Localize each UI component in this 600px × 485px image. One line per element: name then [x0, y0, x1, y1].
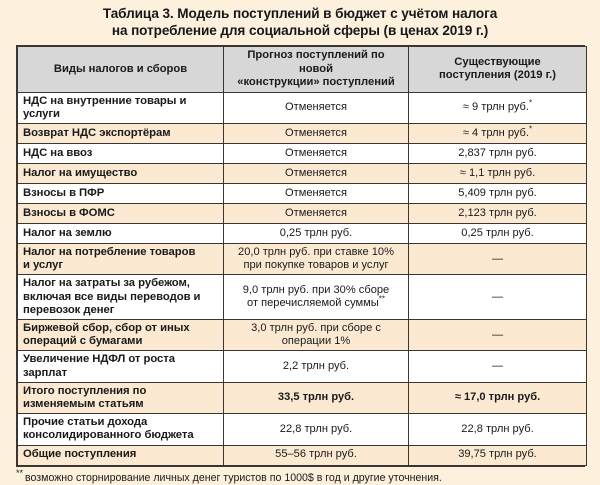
table-row: [18, 275, 587, 320]
row-forecast: 0,25 трлн руб.: [224, 223, 409, 243]
table-row: [18, 414, 587, 445]
row-existing: 2,123 трлн руб.: [409, 203, 587, 223]
model-table-container: [16, 45, 585, 467]
row-existing: —: [409, 243, 587, 274]
row-existing: ≈ 17,0 трлн руб.: [409, 382, 587, 413]
header-tax-types: Виды налогов и сборов: [18, 47, 224, 93]
table-row: [18, 143, 587, 163]
row-forecast: Отменяется: [224, 92, 409, 123]
table-body: [18, 92, 587, 465]
row-name-line-1: НДС на внутренние товары и: [23, 94, 187, 107]
row-forecast-line-1: 20,0 трлн руб. при ставке 10%: [238, 245, 394, 258]
header-row: [18, 47, 587, 93]
row-forecast: 33,5 трлн руб.: [224, 382, 409, 413]
row-name: Налог на имущество: [18, 163, 224, 183]
row-forecast: Отменяется: [224, 163, 409, 183]
row-forecast-line-2: операции 1%: [281, 335, 351, 348]
row-name: Взносы в ПФР: [18, 183, 224, 203]
row-name: Общие поступления: [18, 445, 224, 465]
footnote-marker: *: [529, 124, 533, 134]
footnote-text: возможно сторнирование личных денег туристов по 1000$ в год и другие уточнения.: [25, 471, 442, 484]
row-forecast: 55–56 трлн руб.: [224, 445, 409, 465]
row-existing: 39,75 трлн руб.: [409, 445, 587, 465]
row-name: [18, 243, 224, 274]
row-name: [18, 382, 224, 413]
header-existing-line-2: поступления (2019 г.): [439, 69, 556, 82]
row-forecast: Отменяется: [224, 143, 409, 163]
row-name: Налог на землю: [18, 223, 224, 243]
table-row: [18, 351, 587, 382]
table-row: [18, 223, 587, 243]
row-existing: 22,8 трлн руб.: [409, 414, 587, 445]
row-name-line-2: включая все виды переводов и: [23, 290, 201, 303]
table-row: [18, 445, 587, 465]
model-table: [17, 46, 587, 466]
header-forecast: [224, 47, 409, 93]
title-line-2: на потребление для социальной сферы (в ценах 2019 г.): [111, 23, 489, 38]
footnote-marker: *: [529, 98, 533, 108]
row-forecast-line-1: 3,0 трлн руб. при сборе с: [251, 321, 381, 334]
row-forecast: [224, 243, 409, 274]
row-existing: ≈ 1,1 трлн руб.: [409, 163, 587, 183]
row-name-line-2: консолидированного бюджета: [23, 429, 194, 442]
row-name: [18, 351, 224, 382]
row-name-line-1: Прочие статьи дохода: [23, 416, 148, 429]
row-name-line-1: Увеличение НДФЛ от роста: [23, 353, 176, 366]
row-existing-value: ≈ 9 трлн руб.: [462, 101, 529, 114]
table-row: [18, 92, 587, 123]
row-existing: [409, 92, 587, 123]
row-name-line-2: услуги: [23, 107, 60, 120]
table-row: [18, 243, 587, 274]
row-name-line-2: и услуг: [23, 259, 64, 272]
row-name-line-1: Биржевой сбор, сбор от иных: [23, 321, 190, 334]
table-header: [18, 47, 587, 93]
row-name-line-1: Налог на затраты за рубежом,: [23, 277, 190, 290]
row-name: Возврат НДС экспортёрам: [18, 123, 224, 143]
row-name: [18, 319, 224, 350]
header-existing: [409, 47, 587, 93]
row-name: НДС на ввоз: [18, 143, 224, 163]
row-name-line-2: изменяемым статьям: [23, 397, 144, 410]
row-name-line-1: Налог на потребление товаров: [23, 245, 196, 258]
row-existing: 0,25 трлн руб.: [409, 223, 587, 243]
table-row: [18, 163, 587, 183]
row-existing: —: [409, 275, 587, 320]
header-existing-line-1: Существующие: [454, 55, 541, 68]
row-forecast: Отменяется: [224, 183, 409, 203]
row-existing: —: [409, 319, 587, 350]
table-row: [18, 319, 587, 350]
row-name: [18, 414, 224, 445]
row-forecast: [224, 275, 409, 320]
row-name-line-2: операций с бумагами: [23, 335, 143, 348]
row-forecast: 22,8 трлн руб.: [224, 414, 409, 445]
row-name: [18, 92, 224, 123]
row-name-line-2: зарплат: [23, 366, 68, 379]
row-forecast: Отменяется: [224, 203, 409, 223]
table-row: [18, 123, 587, 143]
row-existing: 5,409 трлн руб.: [409, 183, 587, 203]
table-row: [18, 203, 587, 223]
table-row-total: [18, 382, 587, 413]
row-existing: —: [409, 351, 587, 382]
row-forecast-line-1: 9,0 трлн руб. при 30% сборе: [242, 283, 390, 296]
row-name-line-1: Итого поступления по: [23, 384, 147, 397]
footnote-marker: **: [16, 468, 24, 479]
row-name: [18, 275, 224, 320]
row-forecast-line-2: при покупке товаров и услуг: [243, 259, 389, 272]
title-line-1: Таблица 3. Модель поступлений в бюджет с учётом налога: [102, 6, 498, 21]
row-forecast: Отменяется: [224, 123, 409, 143]
row-existing-value: ≈ 4 трлн руб.: [462, 126, 529, 139]
row-existing: 2,837 трлн руб.: [409, 143, 587, 163]
header-forecast-line-1: Прогноз поступлений по новой: [247, 49, 385, 75]
row-forecast: [224, 319, 409, 350]
row-forecast-line-2: от перечисляемой суммы: [247, 297, 379, 310]
row-name: Взносы в ФОМС: [18, 203, 224, 223]
row-name-line-3: перевозок денег: [23, 303, 115, 316]
page-title: [0, 0, 600, 39]
table-footnote: [16, 468, 584, 485]
row-forecast: 2,2 трлн руб.: [224, 351, 409, 382]
table-row: [18, 183, 587, 203]
footnote-marker: **: [378, 294, 385, 304]
header-forecast-line-2: «конструкции» поступлений: [237, 76, 395, 88]
row-existing: [409, 123, 587, 143]
